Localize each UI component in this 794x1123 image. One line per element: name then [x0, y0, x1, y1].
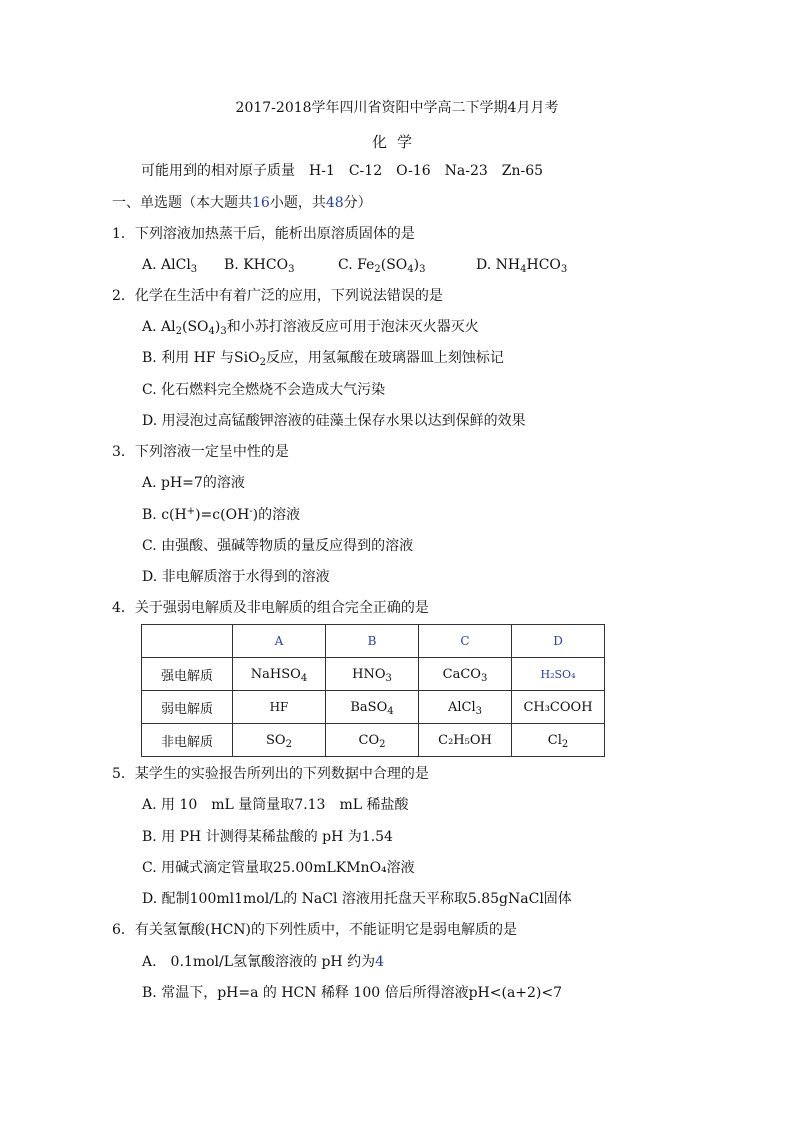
table-row: [142, 691, 605, 724]
question-3-stem: 3．下列溶液一定呈中性的是: [112, 444, 289, 460]
table-header-cell: D: [512, 625, 605, 658]
section-mid: 小题，共: [269, 195, 326, 211]
table-header-cell: B: [326, 625, 419, 658]
table-header-row: [142, 625, 605, 658]
table-cell: BaSO$_4$: [326, 691, 419, 724]
table-cell: CH₃COOH: [512, 691, 605, 724]
question-2-option-d: D. 用浸泡过高锰酸钾溶液的硅藻土保存水果以达到保鲜的效果: [142, 413, 526, 429]
table-header-cell: [142, 625, 233, 658]
question-4-stem: 4．关于强弱电解质及非电解质的组合完全正确的是: [112, 600, 429, 616]
electrolyte-table: [141, 624, 605, 757]
table-cell: NaHSO$_4$: [233, 658, 326, 691]
table-cell: $SO_2$: [233, 724, 326, 757]
question-3-option-c: C. 由强酸、强碱等物质的量反应得到的溶液: [142, 538, 414, 554]
subject-title: 化学: [371, 133, 422, 151]
question-2-stem: 2．化学在生活中有着广泛的应用，下列说法错误的是: [112, 288, 443, 304]
question-1-option-c: C. $Fe_2(SO_4)_3$: [338, 257, 426, 275]
question-6-option-a: A. 0.1mol/L氢氰酸溶液的 pH 约为4: [142, 954, 385, 970]
table-cell: $HNO_3$: [326, 658, 419, 691]
table-cell: $Cl_2$: [512, 724, 605, 757]
question-3-option-a: A. pH=7的溶液: [142, 475, 245, 491]
exam-title: 2017-2018学年四川省资阳中学高二下学期4月月考: [235, 100, 559, 116]
question-1-option-a: A. AlCl$_3$: [142, 257, 198, 275]
question-3-option-d: D. 非电解质溶于水得到的溶液: [142, 569, 330, 585]
table-cell: C₂H₅OH: [419, 724, 512, 757]
table-cell: HF: [233, 691, 326, 724]
section-prefix: 一、单选题（本大题共: [112, 195, 252, 211]
question-2-option-b: B. 利用 HF 与SiO$_2$反应，用氢氟酸在玻璃器皿上刻蚀标记: [142, 350, 504, 368]
question-2-option-c: C. 化石燃料完全燃烧不会造成大气污染: [142, 382, 386, 398]
question-2-option-a: A. $Al_2(SO_4)_3$和小苏打溶液反应可用于泡沫灭火器灭火: [142, 319, 479, 337]
section-suffix: 分）: [343, 195, 372, 211]
table-header-cell: A: [233, 625, 326, 658]
question-3-option-b: B. c(H+)=c(OH-)的溶液: [142, 506, 301, 523]
row-label: 弱电解质: [142, 691, 233, 724]
question-1-option-d: D. $NH_4HCO_3$: [476, 257, 568, 275]
section-score: 48: [325, 195, 344, 211]
question-1-option-b: B. $KHCO_3$: [224, 257, 295, 275]
row-label: 非电解质: [142, 724, 233, 757]
question-5-option-c: C. 用碱式滴定管量取25.00mLKMnO₄溶液: [142, 860, 415, 876]
question-1-options: [142, 256, 642, 276]
question-5-stem: 5．某学生的实验报告所列出的下列数据中合理的是: [112, 766, 429, 782]
question-6-option-b: B. 常温下，pH=a 的 HCN 稀释 100 倍后所得溶液pH<(a+2)<7: [142, 985, 563, 1001]
table-cell: H₂SO₄: [512, 658, 605, 691]
relative-atomic-mass-line: 可能用到的相对原子质量 H-1 C-12 O-16 Na-23 Zn-65: [141, 163, 544, 179]
row-label: 强电解质: [142, 658, 233, 691]
section-count: 16: [252, 195, 270, 211]
table-cell: $CO_2$: [326, 724, 419, 757]
question-6-stem: 6．有关氢氰酸(HCN)的下列性质中，不能证明它是弱电解质的是: [112, 922, 518, 938]
question-5-option-b: B. 用 PH 计测得某稀盐酸的 pH 为1.54: [142, 829, 393, 845]
table-header-cell: C: [419, 625, 512, 658]
table-cell: AlCl$_3$: [419, 691, 512, 724]
table-row: [142, 724, 605, 757]
table-cell: CaCO$_3$: [419, 658, 512, 691]
table-row: [142, 658, 605, 691]
question-5-option-d: D. 配制100ml1mol/L的 NaCl 溶液用托盘天平称取5.85gNaCl固体: [142, 891, 572, 907]
question-5-option-a: A. 用 10 mL 量筒量取7.13 mL 稀盐酸: [142, 797, 409, 813]
question-1-stem: 1．下列溶液加热蒸干后，能析出原溶质固体的是: [112, 226, 415, 242]
section-heading: [112, 194, 372, 212]
